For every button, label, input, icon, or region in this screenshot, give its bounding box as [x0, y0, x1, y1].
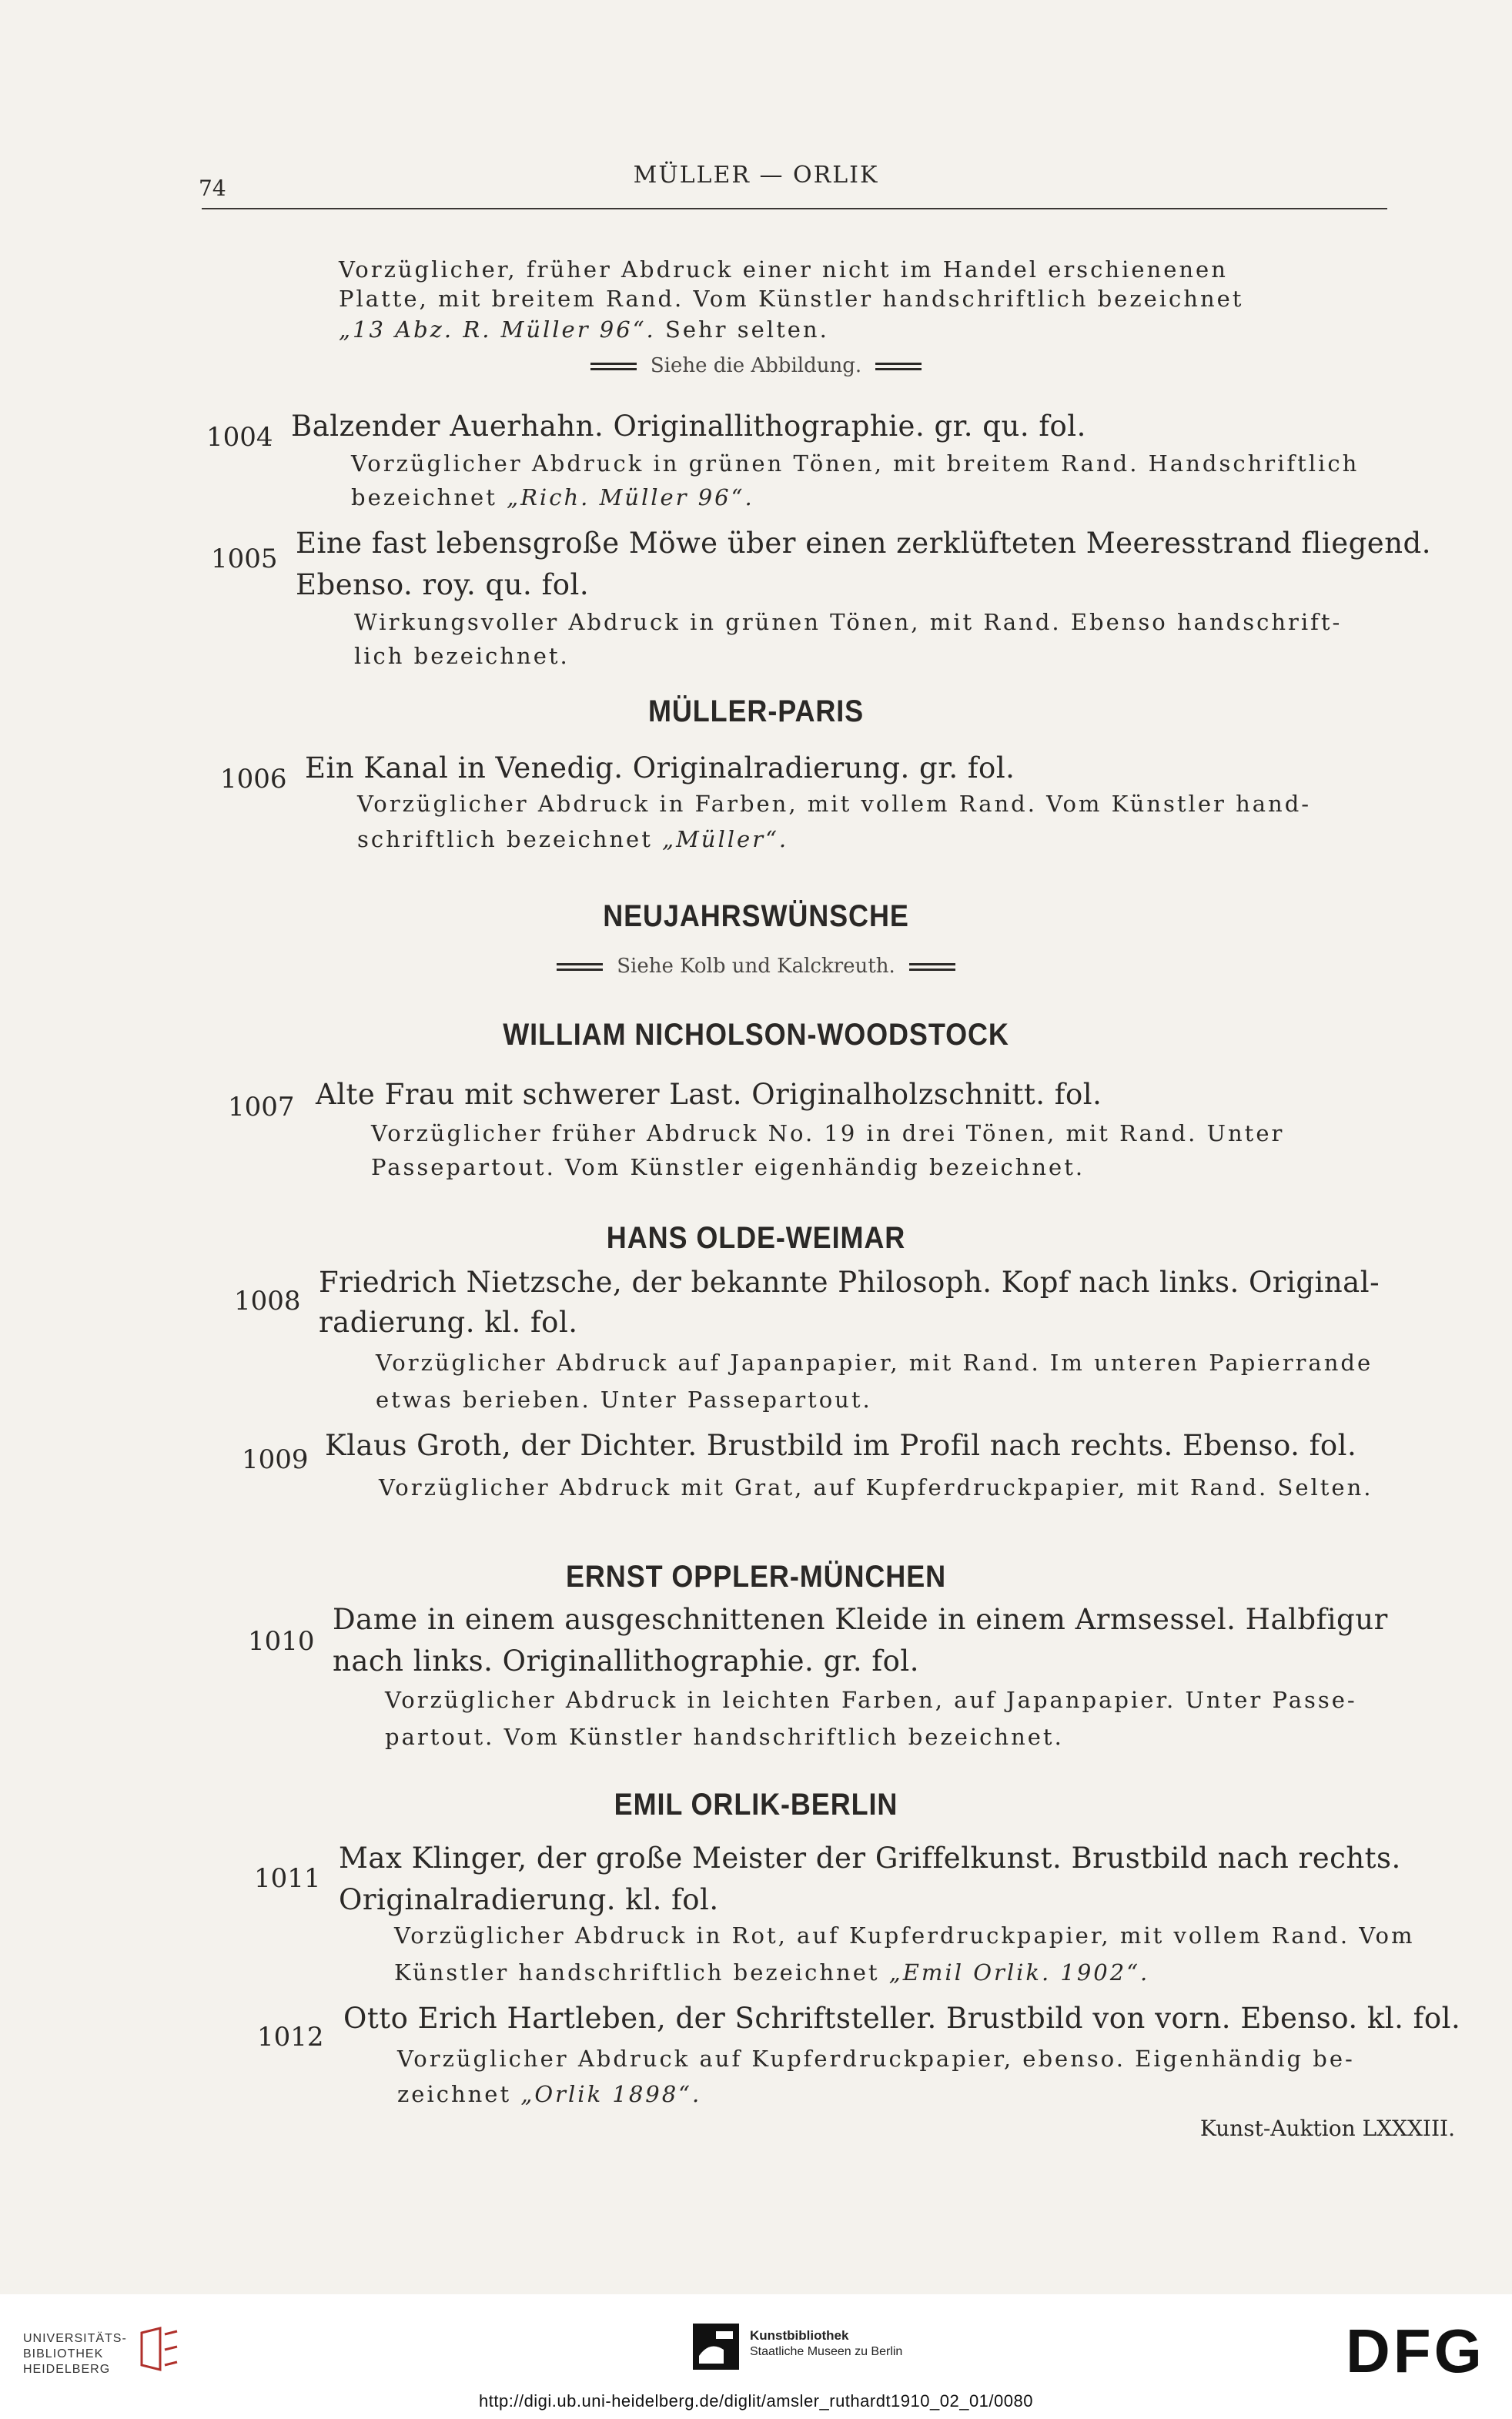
- lot-desc-1005-2: lich bezeichnet.: [354, 643, 570, 669]
- lot-desc-1010-1: Vorzüglicher Abdruck in leichten Farben, auf Japanpapier. Unter Passe-: [385, 1687, 1357, 1713]
- double-rule-left: [590, 363, 637, 370]
- lot-title-1007: Alte Frau mit schwerer Last. Originalholzschnitt. fol.: [316, 1078, 1102, 1111]
- digitization-footer: [0, 2294, 1512, 2419]
- lot-desc-1011-2-text: Künstler handschriftlich bezeichnet: [394, 1959, 880, 1986]
- lot-desc-1008-1: Vorzüglicher Abdruck auf Japanpapier, mit Rand. Im unteren Papierrande: [376, 1350, 1373, 1376]
- uni-line-3: HEIDELBERG: [23, 2363, 111, 2376]
- lot-number-1007: 1007: [228, 1092, 295, 1123]
- lot-desc-1006-1: Vorzüglicher Abdruck in Farben, mit vollem Rand. Vom Künstler hand-: [357, 791, 1312, 817]
- lot-desc-1012-1: Vorzüglicher Abdruck auf Kupferdruckpapier, ebenso. Eigenhändig be-: [397, 2046, 1355, 2072]
- lot-title-1009: Klaus Groth, der Dichter. Brustbild im Profil nach rechts. Ebenso. fol.: [325, 1429, 1357, 1462]
- header-rule: [202, 208, 1387, 209]
- intro-signature: „13 Abz. R. Müller 96“.: [339, 316, 656, 343]
- lot-desc-1007-2: Passepartout. Vom Künstler eigenhändig bezeichnet.: [371, 1154, 1085, 1180]
- double-rule-right: [875, 363, 922, 370]
- lot-desc-1004-2: [351, 483, 754, 511]
- page-number: 74: [199, 176, 226, 201]
- lot-desc-1007-1: Vorzüglicher früher Abdruck No. 19 in drei Tönen, mit Rand. Unter: [371, 1120, 1285, 1146]
- lot-desc-1008-2: etwas berieben. Unter Passepartout.: [376, 1387, 872, 1413]
- lot-title-1008-2: radierung. kl. fol.: [319, 1306, 578, 1339]
- catalog-footer-note: Kunst-Auktion LXXXIII.: [1199, 2116, 1455, 2141]
- source-url[interactable]: http://digi.ub.uni-heidelberg.de/diglit/amsler_ruthardt1910_02_01/0080: [479, 2391, 1033, 2411]
- kb-subtitle: Staatliche Museen zu Berlin: [750, 2345, 903, 2358]
- lot-desc-1006-2: [357, 825, 788, 853]
- lot-number-1010: 1010: [248, 1626, 315, 1657]
- lot-title-1010-2: nach links. Originallithographie. gr. fol.: [333, 1644, 919, 1678]
- lot-title-1004: Balzender Auerhahn. Originallithographie. gr. qu. fol.: [291, 410, 1086, 443]
- running-head: MÜLLER — ORLIK: [633, 162, 879, 189]
- lot-title-1010-1: Dame in einem ausgeschnittenen Kleide in einem Armsessel. Halbfigur: [333, 1603, 1388, 1636]
- intro-line-2: Platte, mit breitem Rand. Vom Künstler handschriftlich bezeichnet: [339, 286, 1244, 312]
- lot-number-1011: 1011: [254, 1863, 321, 1894]
- lot-desc-1005-1: Wirkungsvoller Abdruck in grünen Tönen, mit Rand. Ebenso handschrift-: [354, 609, 1343, 635]
- lot-desc-1012-2: [397, 2080, 701, 2108]
- lot-title-1006: Ein Kanal in Venedig. Originalradierung. gr. fol.: [305, 751, 1015, 785]
- lot-title-1005-1: Eine fast lebensgroße Möwe über einen zerklüfteten Meeresstrand fliegend.: [296, 527, 1431, 560]
- lot-desc-1011-1: Vorzüglicher Abdruck in Rot, auf Kupferdruckpapier, mit vollem Rand. Vom: [394, 1922, 1415, 1949]
- kunstbibliothek-label: [750, 2328, 902, 2360]
- lot-signature-1004: „Rich. Müller 96“.: [507, 484, 754, 510]
- see-illustration-text: Siehe die Abbildung.: [650, 354, 862, 377]
- lot-desc-1009-1: Vorzüglicher Abdruck mit Grat, auf Kupferdruckpapier, mit Rand. Selten.: [379, 1474, 1373, 1501]
- lot-number-1006: 1006: [220, 764, 287, 795]
- double-rule-left: [557, 963, 603, 971]
- lot-number-1008: 1008: [234, 1286, 301, 1317]
- lot-signature-1011: „Emil Orlik. 1902“.: [888, 1959, 1150, 1986]
- see-illustration: [0, 354, 1512, 377]
- artist-heading-orlik-berlin: EMIL ORLIK-BERLIN: [614, 1788, 898, 1822]
- university-library-label: [23, 2331, 127, 2377]
- uni-line-1: UNIVERSITÄTS-: [23, 2332, 127, 2345]
- double-rule-right: [909, 963, 955, 971]
- artist-heading-olde-weimar: HANS OLDE-WEIMAR: [606, 1221, 906, 1255]
- uni-line-2: BIBLIOTHEK: [23, 2347, 104, 2360]
- lot-title-1011-2: Originalradierung. kl. fol.: [339, 1883, 719, 1916]
- section-heading-neujahrswuensche: NEUJAHRSWÜNSCHE: [603, 899, 909, 933]
- lot-title-1012: Otto Erich Hartleben, der Schriftsteller. Brustbild von vorn. Ebenso. kl. fol.: [343, 2002, 1461, 2035]
- intro-rarity: Sehr selten.: [664, 316, 829, 343]
- see-kolb-kalckreuth: [0, 955, 1512, 978]
- lot-number-1012: 1012: [257, 2022, 324, 2053]
- lot-number-1009: 1009: [242, 1444, 309, 1475]
- lot-number-1005: 1005: [211, 544, 278, 574]
- kunstbibliothek-logo-icon: [693, 2324, 739, 2370]
- lot-desc-1012-2-text: zeichnet: [397, 2081, 512, 2107]
- kb-title: Kunstbibliothek: [750, 2328, 849, 2343]
- artist-heading-oppler-muenchen: ERNST OPPLER-MÜNCHEN: [565, 1560, 947, 1594]
- lot-signature-1006: „Müller“.: [662, 826, 789, 852]
- intro-line-3: [339, 316, 829, 343]
- dfg-logo: DFG: [1346, 2317, 1485, 2385]
- lot-desc-1011-2: [394, 1959, 1149, 1986]
- lot-title-1005-2: Ebenso. roy. qu. fol.: [296, 568, 590, 601]
- lot-signature-1012: „Orlik 1898“.: [520, 2081, 702, 2107]
- lot-title-1008-1: Friedrich Nietzsche, der bekannte Philosoph. Kopf nach links. Original-: [319, 1266, 1380, 1299]
- lot-desc-1006-2-text: schriftlich bezeichnet: [357, 826, 653, 852]
- artist-heading-mueller-paris: MÜLLER-PARIS: [647, 694, 865, 728]
- lot-desc-1004-1: Vorzüglicher Abdruck in grünen Tönen, mit breitem Rand. Handschriftlich: [351, 450, 1360, 477]
- see-kolb-text: Siehe Kolb und Kalckreuth.: [617, 955, 895, 978]
- lot-number-1004: 1004: [206, 422, 273, 453]
- artist-heading-nicholson: WILLIAM NICHOLSON-WOODSTOCK: [503, 1018, 1009, 1052]
- university-logo-icon: [137, 2325, 182, 2374]
- lot-desc-1010-2: partout. Vom Künstler handschriftlich bezeichnet.: [385, 1724, 1064, 1750]
- lot-title-1011-1: Max Klinger, der große Meister der Griffelkunst. Brustbild nach rechts.: [339, 1842, 1401, 1875]
- lot-desc-1004-2-text: bezeichnet: [351, 484, 497, 510]
- intro-line-1: Vorzüglicher, früher Abdruck einer nicht im Handel erschienenen: [339, 256, 1228, 283]
